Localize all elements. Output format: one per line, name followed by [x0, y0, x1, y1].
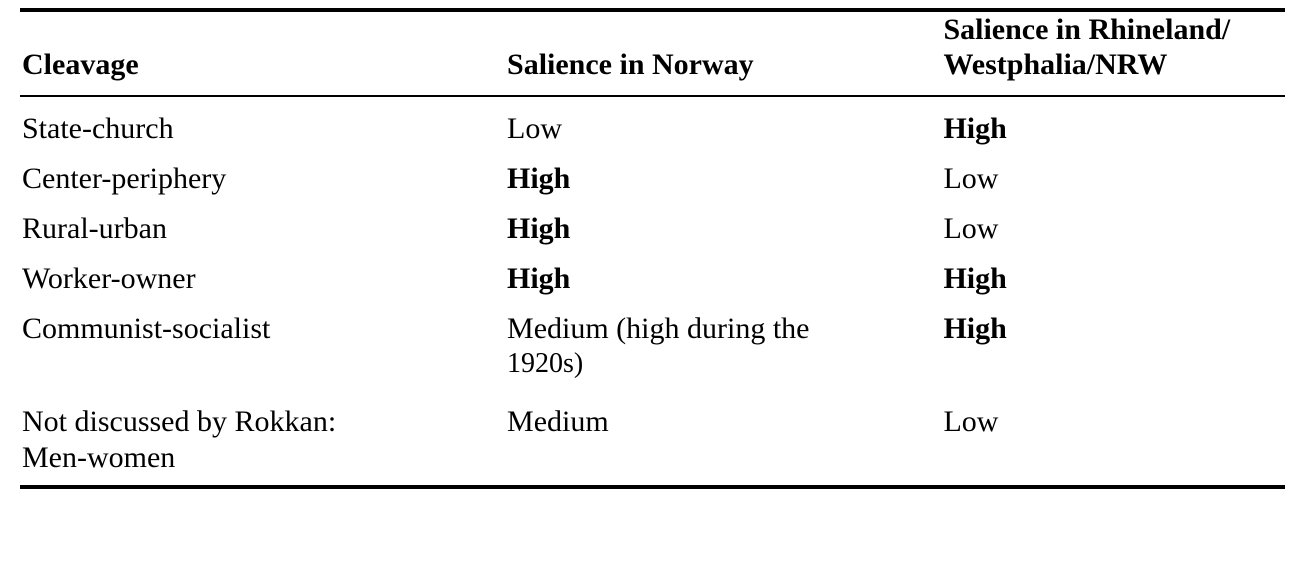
column-header-salience-nrw — [943, 12, 1285, 93]
table-row — [20, 154, 1285, 204]
table-row — [20, 304, 1285, 388]
cell-cleavage-line2: Men-women — [22, 441, 176, 475]
table-row — [20, 204, 1285, 254]
table-header — [20, 12, 1285, 93]
cell-cleavage: Center-periphery — [22, 161, 227, 195]
cell-salience-norway: High — [507, 211, 571, 245]
table-bottom-rule — [20, 485, 1285, 489]
cell-salience-nrw: Low — [943, 161, 999, 195]
column-header-cleavage: Cleavage — [22, 48, 139, 82]
cleavage-salience-table-container — [20, 0, 1285, 489]
spacer-cell — [943, 387, 1285, 397]
cell-salience-nrw: High — [943, 111, 1007, 145]
cell-salience-nrw: High — [943, 261, 1007, 295]
cell-cleavage: Worker-owner — [22, 261, 196, 295]
cell-salience-nrw: Low — [943, 211, 999, 245]
cleavage-salience-table — [20, 12, 1285, 93]
cell-salience-norway-line2: 1920s) — [507, 347, 584, 379]
table-row — [20, 397, 1285, 483]
cell-salience-norway — [507, 304, 943, 388]
cell-salience-norway: Medium — [507, 405, 609, 439]
cell-cleavage: Communist-socialist — [22, 311, 271, 345]
cell-cleavage: Rural-urban — [22, 211, 167, 245]
cell-salience-norway: Low — [507, 111, 563, 145]
cell-salience-norway: High — [507, 161, 571, 195]
table-row — [20, 254, 1285, 304]
spacer-cell — [20, 387, 507, 397]
cleavage-salience-table-body — [20, 97, 1285, 484]
cell-salience-nrw: High — [943, 311, 1007, 345]
table-row-spacer — [20, 387, 1285, 397]
column-header-salience-nrw-line2: Westphalia/NRW — [943, 48, 1168, 82]
cell-salience-nrw: Low — [943, 405, 999, 439]
cell-salience-norway-line1: Medium (high during the — [507, 311, 810, 345]
cell-cleavage — [20, 397, 507, 483]
column-header-salience-nrw-line1: Salience in Rhineland/ — [943, 13, 1231, 46]
cell-cleavage: State-church — [22, 111, 174, 145]
cell-cleavage-line1: Not discussed by Rokkan: — [22, 405, 337, 439]
table-row — [20, 97, 1285, 154]
column-header-salience-norway: Salience in Norway — [507, 48, 754, 82]
table-header-row — [20, 12, 1285, 93]
cell-salience-norway: High — [507, 261, 571, 295]
spacer-cell — [507, 387, 943, 397]
